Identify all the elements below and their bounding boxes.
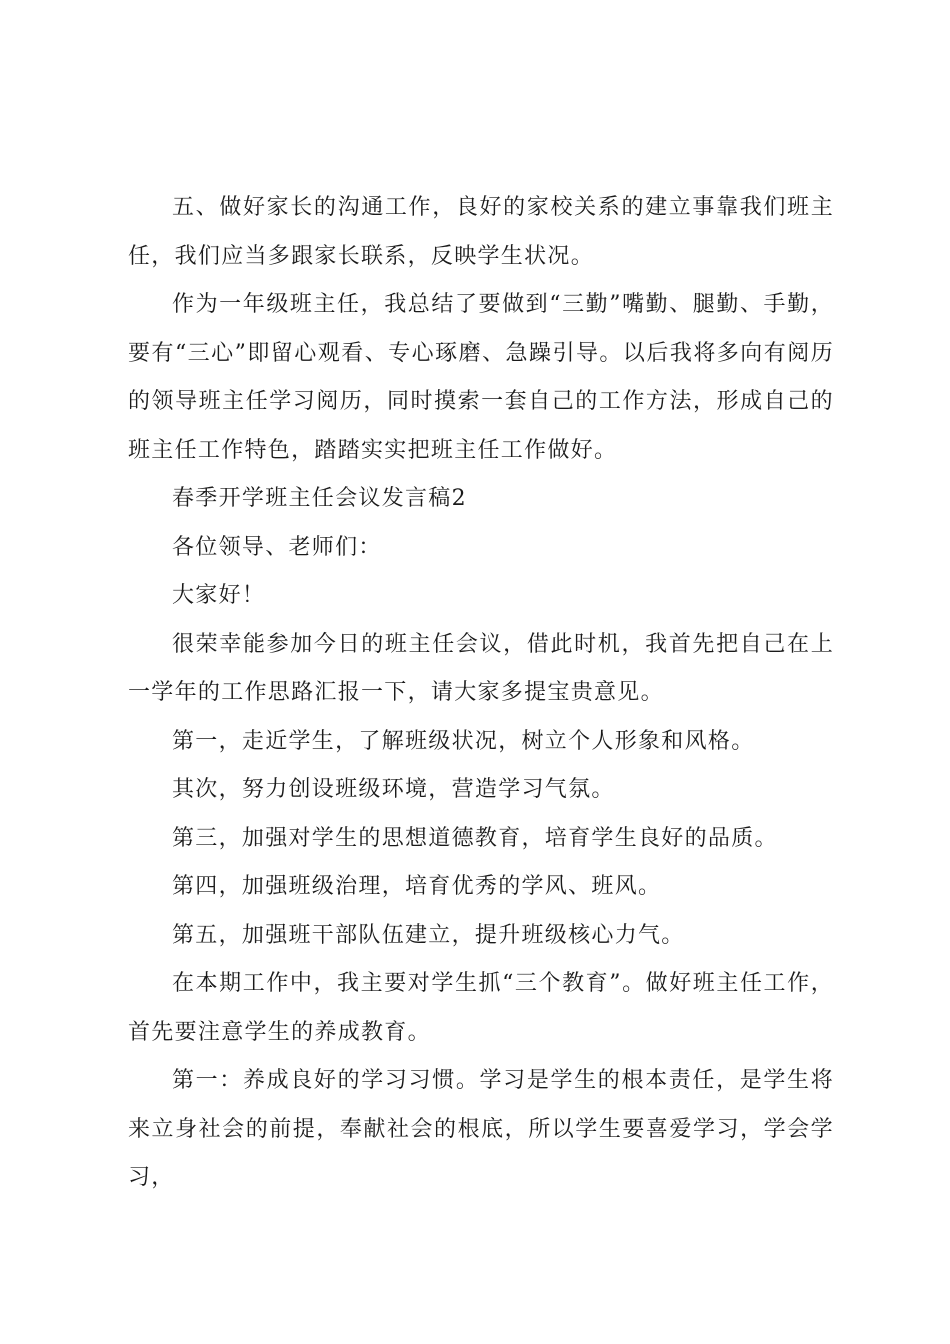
paragraph-introduction: 很荣幸能参加今日的班主任会议，借此时机，我首先把自己在上一学年的工作思路汇报一下，请大家多提宝贵意见。	[128, 631, 834, 705]
paragraph-three-educations: 在本期工作中，我主要对学生抓“三个教育”。做好班主任工作，首先要注意学生的养成教育。	[128, 971, 834, 1045]
speech-title: 春季开学班主任会议发言稿2	[172, 486, 467, 511]
document-body	[128, 184, 834, 1203]
salutation: 各位领导、老师们：	[172, 534, 382, 560]
paragraph-point-3: 第三，加强对学生的思想道德教育，培育学生良好的品质。	[172, 825, 778, 851]
paragraph-point-5: 第五，加强班干部队伍建立，提升班级核心力气。	[172, 922, 685, 948]
paragraph-point-1: 第一，走近学生，了解班级状况，树立个人形象和风格。	[172, 728, 755, 754]
paragraph-point-4: 第四，加强班级治理，培育优秀的学风、班风。	[172, 874, 662, 899]
paragraph-class-teacher-summary: 作为一年级班主任，我总结了要做到“三勤”嘴勤、腿勤、手勤，要有“三心”即留心观看、专心琢磨、急躁引导。以后我将多向有阅历的领导班主任学习阅历，同时摸索一套自己的工作方法，形成自己的班主任工作特色，踏踏实实把班主任工作做好。	[128, 292, 834, 463]
paragraph-study-habits: 第一：养成良好的学习习惯。学习是学生的根本责任，是学生将来立身社会的前提，奉献社会的根底，所以学生要喜爱学习，学会学习，	[128, 1068, 834, 1190]
greeting: 大家好！	[172, 583, 266, 608]
paragraph-parent-communication: 五、做好家长的沟通工作，良好的家校关系的建立事靠我们班主任，我们应当多跟家长联系，反映学生状况。	[128, 195, 834, 269]
paragraph-point-2: 其次，努力创设班级环境，营造学习气氛。	[172, 777, 615, 802]
